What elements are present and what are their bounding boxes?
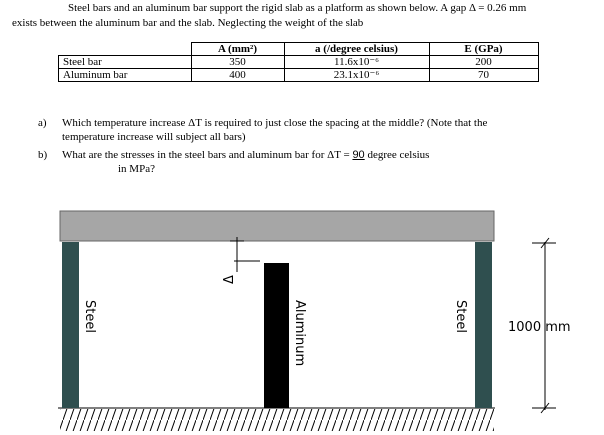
question-b-text: What are the stresses in the steel bars and aluminum bar for ΔT = xyxy=(62,149,353,161)
right-steel-label: Steel xyxy=(453,300,468,333)
ground-hatch xyxy=(60,409,494,431)
left-steel-label: Steel xyxy=(82,300,97,333)
delta-t-value: 90 xyxy=(352,149,365,161)
table-cell-name: Aluminum bar xyxy=(59,69,192,82)
table-cell-modulus: 70 xyxy=(429,69,538,82)
aluminum-label: Aluminum xyxy=(292,300,307,367)
question-b-tag: b) xyxy=(38,149,48,161)
table-header-modulus: E (GPa) xyxy=(429,43,538,56)
table-header-area: A (mm²) xyxy=(191,43,284,56)
question-b-text-end: degree celsius xyxy=(364,149,430,161)
aluminum-bar xyxy=(264,263,289,408)
question-a-line-1: Which temperature increase ΔT is required to just close the spacing at the middle? (Note that the xyxy=(62,117,488,129)
left-steel-bar xyxy=(62,242,79,408)
table-cell-area: 400 xyxy=(191,69,284,82)
table-cell-name: Steel bar xyxy=(59,56,192,69)
gap-label: Δ xyxy=(222,275,237,284)
right-steel-bar xyxy=(475,242,492,408)
question-b-line-2: in MPa? xyxy=(118,163,155,175)
dimension-label: 1000 mm xyxy=(508,320,571,335)
intro-line-1: Steel bars and an aluminum bar support the rigid slab as a platform as shown below. A gap Δ = 0.26 mm xyxy=(68,2,527,14)
question-a-tag: a) xyxy=(38,117,47,129)
question-a-line-2: temperature increase will subject all bars) xyxy=(62,131,246,143)
rigid-slab xyxy=(60,211,494,241)
table-header-alpha: a (/degree celsius) xyxy=(284,43,429,56)
table-cell-alpha: 23.1x10⁻⁶ xyxy=(284,69,429,82)
table-cell-alpha: 11.6x10⁻⁶ xyxy=(284,56,429,69)
intro-line-2: exists between the aluminum bar and the slab. Neglecting the weight of the slab xyxy=(12,17,364,29)
table-cell-modulus: 200 xyxy=(429,56,538,69)
table-cell-area: 350 xyxy=(191,56,284,69)
